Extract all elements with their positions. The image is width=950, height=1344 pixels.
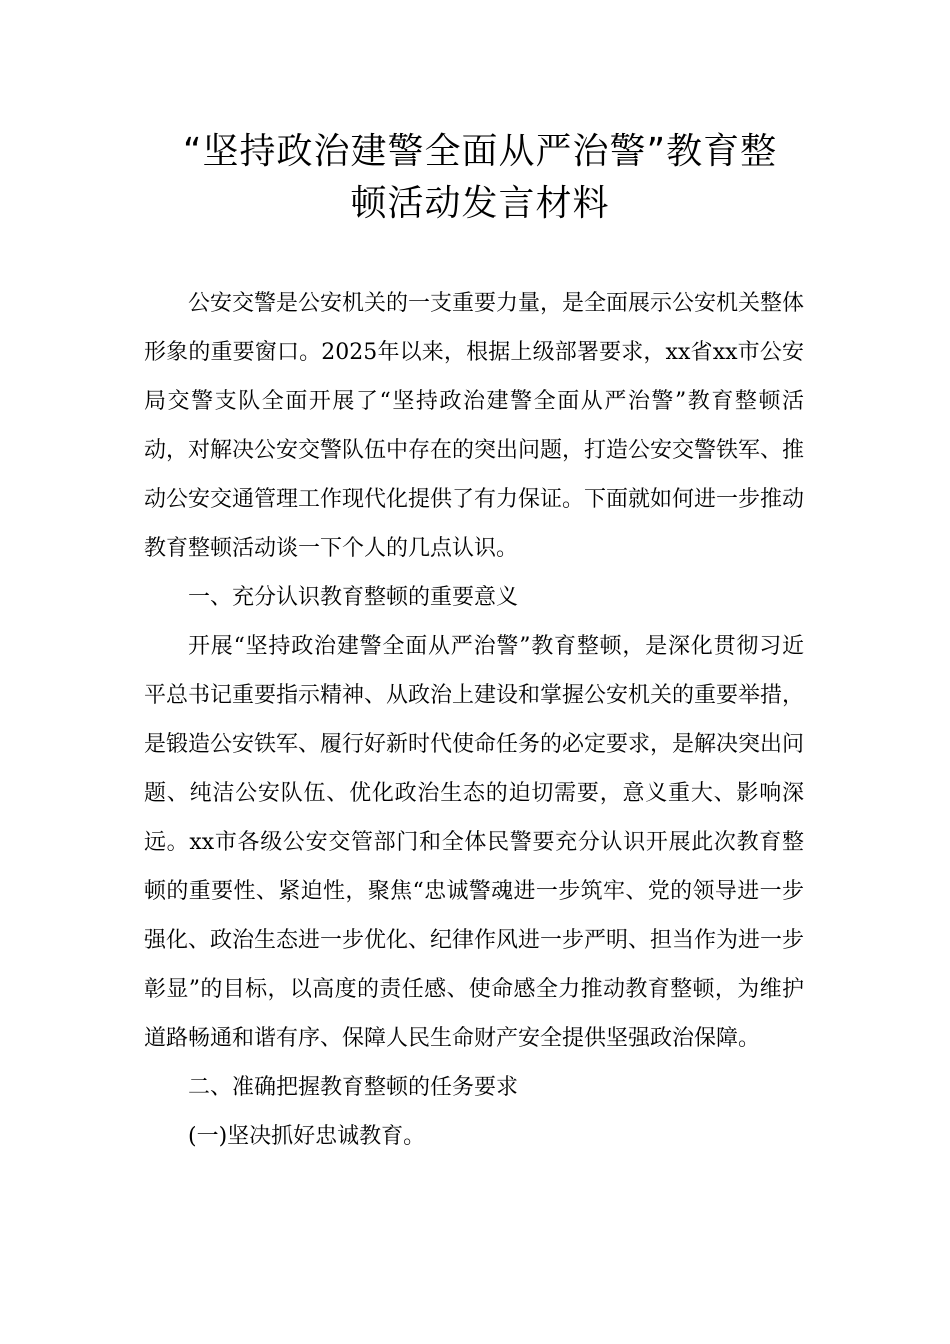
section-1-paragraph: 开展“坚持政治建警全面从严治警”教育整顿，是深化贯彻习近平总书记重要指示精神、从政治上建设和掌握公安机关的重要举措，是锻造公安铁军、履行好新时代使命任务的必定要求，是解决突出问题、纯洁公安队伍、优化政治生态的迫切需要，意义重大、影响深远。xx市各级公安交管部门和全体民警要充分认识开展此次教育整顿的重要性、紧迫性，聚焦“忠诚警魂进一步筑牢、党的领导进一步强化、政治生态进一步优化、纪律作风进一步严明、担当作为进一步彰显”的目标，以高度的责任感、使命感全力推动教育整顿，为维护道路畅通和谐有序、保障人民生命财产安全提供坚强政治保障。	[144, 634, 805, 1051]
title-line-1: “坚持政治建警全面从严治警”教育整	[182, 131, 778, 172]
document-title	[150, 126, 810, 230]
section-heading-1: 一、充分认识教育整顿的重要意义	[188, 585, 519, 610]
title-line-2: 顿活动发言材料	[350, 183, 610, 224]
intro-paragraph: 公安交警是公安机关的一支重要力量，是全面展示公安机关整体形象的重要窗口。2025年以来，根据上级部署要求，xx省xx市公安局交警支队全面开展了“坚持政治建警全面从严治警”教育整顿活动，对解决公安交警队伍中存在的突出问题，打造公安交警铁军、推动公安交通管理工作现代化提供了有力保证。下面就如何进一步推动教育整顿活动谈一下个人的几点认识。	[144, 291, 805, 561]
document-body	[144, 279, 804, 1161]
section-heading-2: 二、准确把握教育整顿的任务要求	[188, 1075, 519, 1100]
subsection-heading-1: (一)坚决抓好忠诚教育。	[188, 1124, 426, 1149]
